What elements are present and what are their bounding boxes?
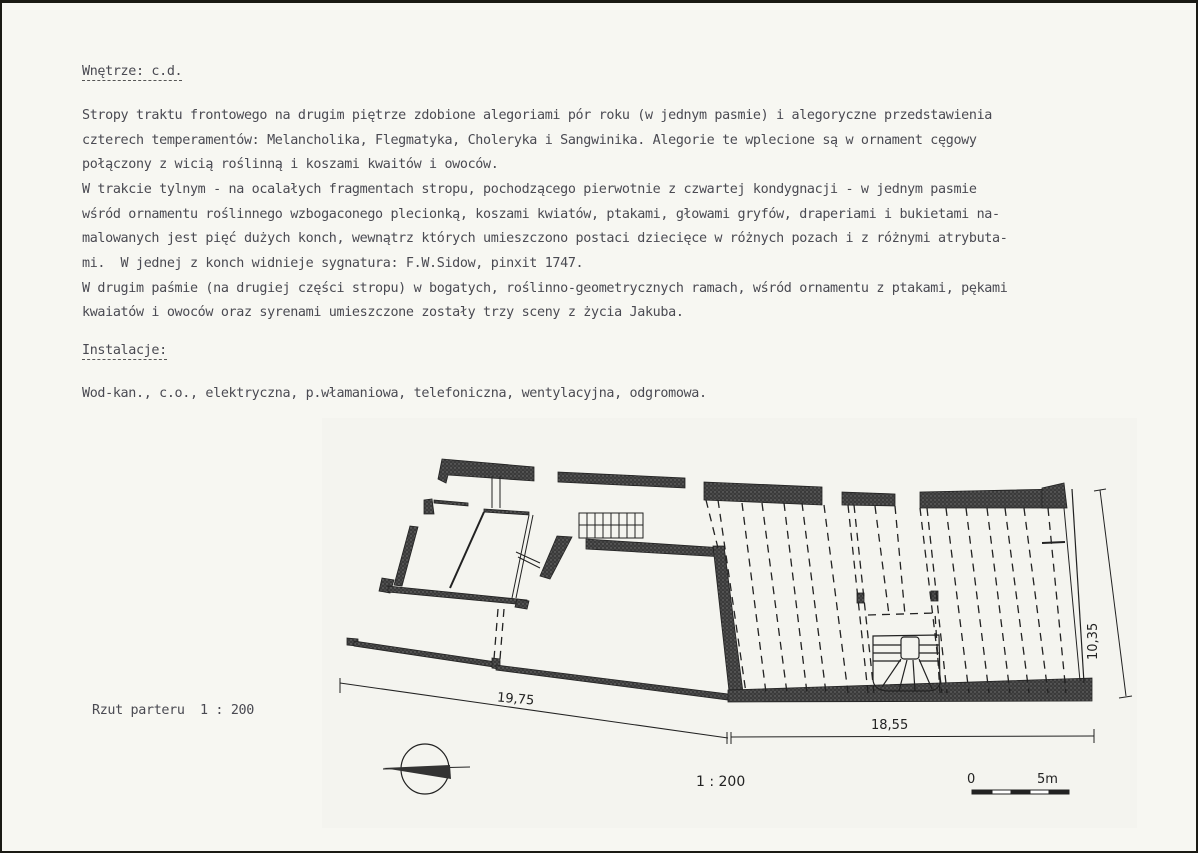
north-arrow-icon xyxy=(383,744,470,794)
floor-plan-caption: Rzut parteru 1 : 200 xyxy=(92,703,254,718)
text-line: czterech temperamentów: Melancholika, Flegmatyka, Choleryka i Sangwinika. Alegorie te wplecione są w ornament cęgowy xyxy=(82,133,977,148)
text-line: kwaiatów i owoców oraz syrenami umieszczone zostały trzy sceny z życia Jakuba. xyxy=(82,305,684,320)
scale-bar-end: 5m xyxy=(1037,772,1058,787)
dimension-left-length: 19,75 xyxy=(496,690,535,709)
section-heading-installations: Instalacje: xyxy=(82,343,167,358)
plan-scale-label: 1 : 200 xyxy=(696,774,746,790)
floor-plan-drawing xyxy=(322,418,1137,828)
scale-bar-start: 0 xyxy=(967,772,976,787)
text-line: mi. W jednej z konch widnieje sygnatura: F.W.Sidow, pinxit 1747. xyxy=(82,256,584,271)
text-line: malowanych jest pięć dużych konch, wewnątrz których umieszczono postaci dziecięce w różnych pozach i z różnymi atrybuta- xyxy=(82,231,1008,246)
text-line: W drugim paśmie (na drugiej części stropu) w bogatych, roślinno-geometrycznych ramach, wśród ornamentu z ptakami, pękami xyxy=(82,281,1008,296)
text-line: połączony z wicią roślinną i koszami kwaitów i owoców. xyxy=(82,157,499,172)
text-line: wśród ornamentu roślinnego wzbogaconego plecionką, koszami kwiatów, ptakami, głowami gryfów, draperiami i bukietami na- xyxy=(82,207,1000,222)
dimension-right-length: 18,55 xyxy=(871,718,909,733)
document-page xyxy=(2,3,1196,851)
text-line: Stropy traktu frontowego na drugim piętrze zdobione alegoriami pór roku (w jednym pasmie) i alegoryczne przedstawienia xyxy=(82,108,992,123)
installations-text: Wod-kan., c.o., elektryczna, p.włamaniowa, telefoniczna, wentylacyjna, odgromowa. xyxy=(82,386,707,401)
dimension-depth: 10,35 xyxy=(1086,622,1101,660)
floor-plan-figure xyxy=(322,418,1137,828)
text-line: W trakcie tylnym - na ocalałych fragmentach stropu, pochodzącego pierwotnie z czwartej kondygnacji - w jednym pasmie xyxy=(82,182,977,197)
section-heading-interior: Wnętrze: c.d. xyxy=(82,64,183,79)
